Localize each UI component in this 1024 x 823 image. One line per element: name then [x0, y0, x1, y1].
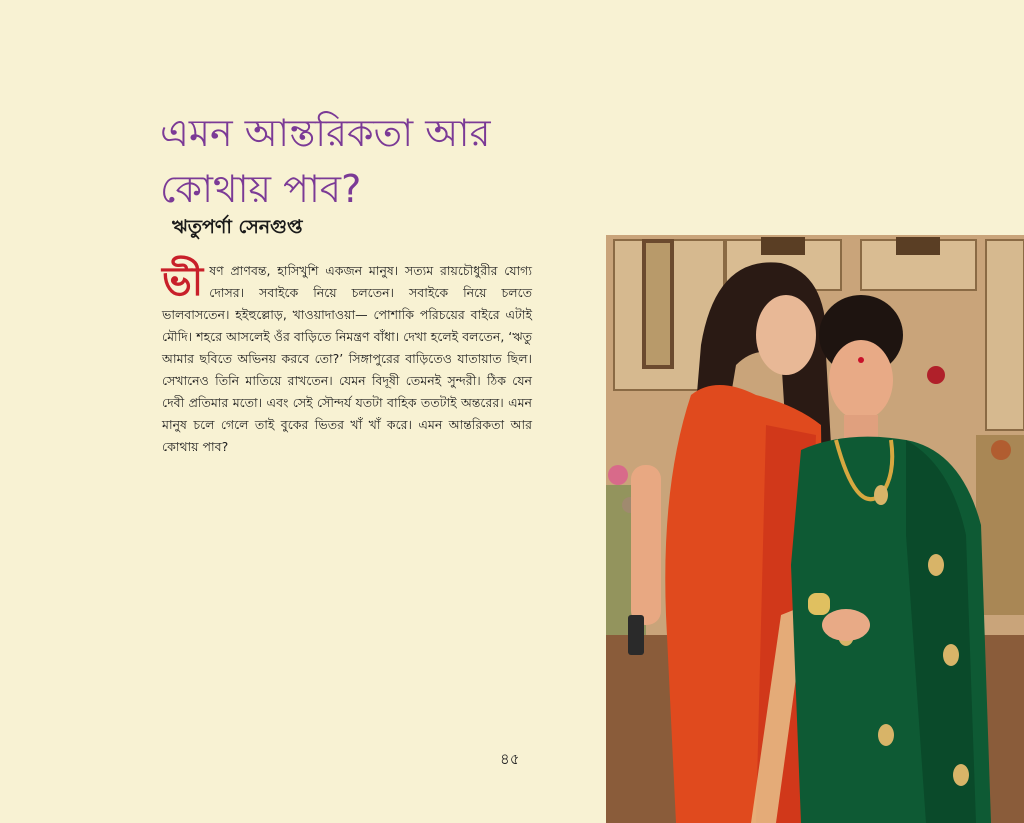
drop-cap: ভী: [162, 259, 204, 305]
article-body: [162, 260, 532, 458]
page-number: ৪৫: [500, 750, 520, 768]
author-name: ঋতুপর্ণা সেনগুপ্ত: [172, 216, 303, 238]
photo-two-women: [606, 235, 1024, 823]
article-title: এমন আন্তরিকতা আর কোথায় পাব?: [160, 111, 491, 211]
body-text: ষণ প্রাণবন্ত, হাসিখুশি একজন মানুষ। সত্যম রায়চৌধুরীর যোগ্য দোসর। সবাইকে নিয়ে চলতেন। সবাইকে নিয়ে চলতে ভালবাসতেন। হইহুল্লোড়, খাওয়াদাওয়া— পোশাকি পরিচয়ের বাইরে এটাই মৌদি। শহরে আসলেই ওঁর বাড়িতে নিমন্ত্রণ বাঁধা। দেখা হলেই বলতেন, ‘ঋতু আমার ছবিতে অভিনয় করবে তো?’ সিঙ্গাপুরের বাড়িতেও যাতায়াত ছিল। সেখানেও তিনি মাতিয়ে রাখতেন। যেমন বিদূষী তেমনই সুন্দরী। ঠিক যেন দেবী প্রতিমার মতো। এবং সেই সৌন্দর্য যতটা বাহিক ততটাই অন্তরের। এমন মানুষ চলে গেলে তাই বুকের ভিতর খাঁ খাঁ করে। এমন আন্তরিকতা আর কোথায় পাব?: [162, 263, 532, 454]
